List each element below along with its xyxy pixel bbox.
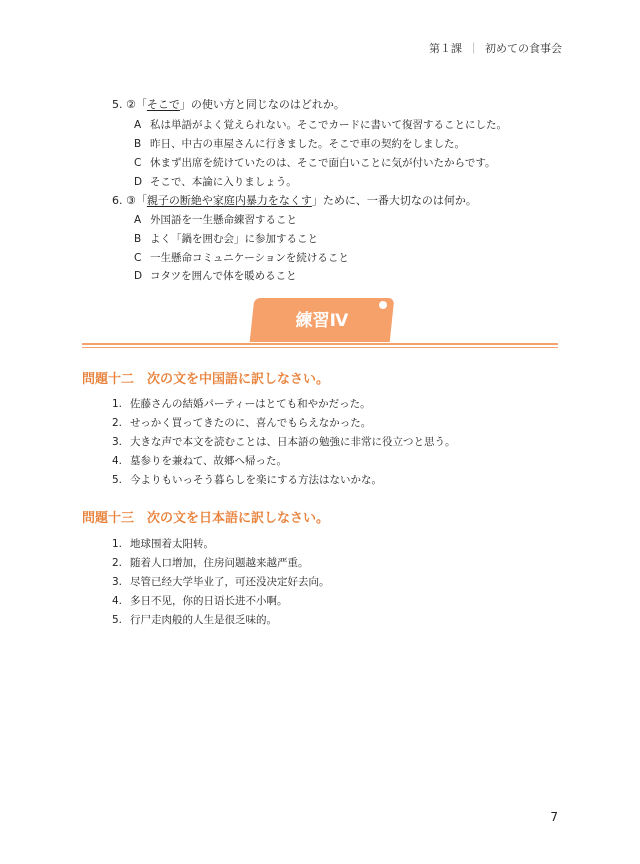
list-item: 5. 行尸走肉般的人生是很乏味的。 [112, 614, 277, 626]
lesson-title: 初めての食事会 [485, 42, 562, 55]
list-item: 5. 今よりもいっそう暮らしを楽にする方法はないかな。 [112, 474, 382, 486]
lesson-label: 第１課 [429, 42, 462, 55]
exercise-title: 練習Ⅳ [295, 311, 349, 331]
option-item: D そこで、本論に入りましょう。 [134, 176, 297, 188]
option-item: B 昨日、中古の車屋さんに行きました。そこで車の契約をしました。 [134, 138, 465, 150]
section-12-title: 問題十二 次の文を中国語に訳しなさい。 [82, 372, 330, 387]
header-separator: ｜ [468, 42, 479, 55]
option-item: B よく「鍋を囲む会」に参加すること [134, 233, 318, 245]
option-item: C 一生懸命コミュニケーションを続けること [134, 252, 349, 264]
list-item: 1. 佐藤さんの結婚パーティーはとても和やかだった。 [112, 398, 371, 410]
running-header [429, 40, 562, 56]
option-item: A 私は単語がよく覚えられない。そこでカードに書いて復習することにした。 [134, 119, 507, 131]
underlined-phrase: 親子の断絶や家庭内暴力をなくす [146, 194, 312, 207]
option-item: C 休まず出席を続けていたのは、そこで面白いことに気が付いたからです。 [134, 157, 496, 169]
option-item: D コタツを囲んで体を暖めること [134, 270, 297, 282]
list-item: 2. 随着人口增加，住房问题越来越严重。 [112, 557, 309, 569]
banner-rule [82, 343, 558, 345]
list-item: 4. 多日不见，你的日语长进不小啊。 [112, 595, 288, 607]
question-suffix: 」ために、一番大切なのは何か。 [311, 194, 477, 207]
question-6 [112, 192, 477, 208]
list-item: 4. 墓参りを兼ねて、故郷へ帰った。 [112, 455, 288, 467]
question-prefix: ③「 [126, 194, 147, 207]
question-number: 5. [112, 98, 123, 111]
page-number: 7 [550, 810, 558, 824]
underlined-phrase: そこで [146, 98, 180, 111]
question-suffix: 」の使い方と同じなのはどれか。 [179, 98, 345, 111]
list-item: 3. 大きな声で本文を読むことは、日本語の勉強に非常に役立つと思う。 [112, 436, 456, 448]
question-5 [112, 96, 345, 112]
list-item: 1. 地球围着太阳转。 [112, 538, 214, 550]
section-13-title: 問題十三 次の文を日本語に訳しなさい。 [82, 511, 330, 526]
question-prefix: ②「 [126, 98, 147, 111]
option-item: A 外国語を一生懸命練習すること [134, 214, 297, 226]
banner-rule-thin [82, 347, 558, 348]
list-item: 3. 尽管已经大学毕业了，可还没决定好去向。 [112, 576, 330, 588]
list-item: 2. せっかく買ってきたのに、喜んでもらえなかった。 [112, 417, 372, 429]
question-number: 6. [112, 194, 123, 207]
